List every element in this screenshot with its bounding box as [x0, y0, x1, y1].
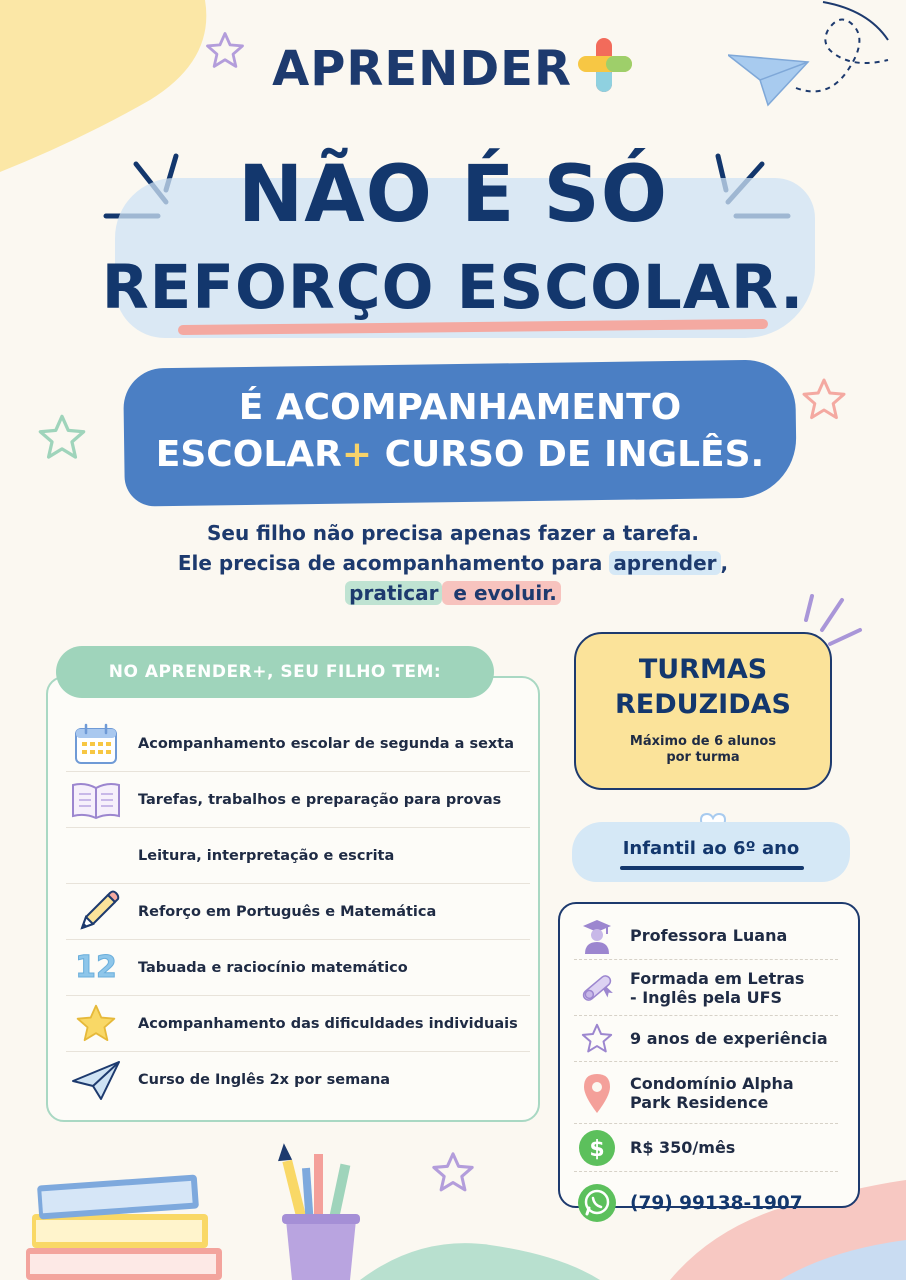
intro-line-1: Seu filho não precisa apenas fazer a tarefa.	[207, 521, 699, 545]
banner-plus-icon: +	[341, 434, 373, 475]
banner-line-2-a: ESCOLAR	[155, 434, 342, 475]
star-icon	[36, 412, 88, 464]
banner-line-2	[124, 431, 796, 478]
feature-label: Acompanhamento das dificuldades individuais	[138, 1015, 518, 1032]
level-underline	[620, 866, 804, 870]
dollar-icon	[574, 1129, 620, 1167]
degree-line-1: Formada em Letras	[630, 968, 805, 988]
open-book-icon	[66, 776, 126, 824]
star-icon	[800, 376, 848, 424]
intro-line-2-a: Ele precisa de acompanhamento para	[177, 551, 610, 575]
numbers-glyph: 12	[75, 950, 117, 985]
star-icon	[66, 1000, 126, 1048]
feature-icon-placeholder	[66, 832, 126, 880]
bottom-green-blob	[360, 1235, 600, 1280]
price: R$ 350/mês	[630, 1138, 736, 1157]
feature-label: Tarefas, trabalhos e preparação para provas	[138, 791, 502, 808]
paper-plane-icon	[66, 1056, 126, 1104]
books-stack-illustration	[20, 1162, 230, 1280]
feature-item	[66, 1052, 530, 1108]
feature-item	[66, 828, 530, 884]
feature-item	[66, 940, 530, 996]
teacher-experience: 9 anos de experiência	[630, 1029, 828, 1048]
pencil-cup-illustration	[276, 1140, 366, 1280]
location-line-1: Condomínio Alpha	[630, 1073, 794, 1093]
pencil-icon	[66, 888, 126, 936]
degree-line-2: - Inglês pela UFS	[630, 987, 783, 1007]
intro-highlight-evoluir: e evoluir.	[442, 581, 560, 605]
feature-item	[66, 772, 530, 828]
star-icon	[574, 1022, 620, 1056]
info-degree-row	[574, 960, 838, 1016]
feature-label: Reforço em Português e Matemática	[138, 903, 437, 920]
banner-line-2-b: CURSO DE INGLÊS.	[372, 434, 765, 475]
diploma-icon	[574, 970, 620, 1006]
features-title: NO APRENDER+, SEU FILHO TEM:	[56, 646, 494, 698]
feature-label: Curso de Inglês 2x por semana	[138, 1072, 391, 1088]
turmas-subtitle	[576, 734, 830, 766]
info-location-row	[574, 1062, 838, 1124]
turmas-sub-line-2: por turma	[666, 750, 740, 765]
feature-item	[66, 884, 530, 940]
teacher-degree	[630, 969, 804, 1007]
banner-line-1: É ACOMPANHAMENTO	[238, 387, 682, 428]
intro-line-2	[0, 548, 906, 578]
phone-number[interactable]: (79) 99138-1907	[630, 1192, 803, 1214]
level-label: Infantil ao 6º ano	[622, 838, 800, 859]
feature-item	[66, 716, 530, 772]
info-experience-row	[574, 1016, 838, 1062]
intro-text	[0, 518, 906, 608]
location-line-2: Park Residence	[630, 1092, 769, 1112]
intro-highlight-aprender: aprender	[609, 551, 720, 575]
numbers-icon	[66, 944, 126, 992]
teacher-name: Professora Luana	[630, 926, 788, 945]
info-phone-row	[574, 1176, 838, 1230]
calendar-icon	[66, 720, 126, 768]
turmas-title-line-1: TURMAS	[638, 654, 768, 685]
turmas-card	[574, 632, 832, 790]
brand-wordmark: APRENDER	[272, 41, 572, 97]
info-price-row	[574, 1124, 838, 1172]
feature-label: Leitura, interpretação e escrita	[138, 847, 395, 864]
turmas-sub-line-1: Máximo de 6 alunos	[629, 734, 777, 749]
turmas-title	[576, 652, 830, 722]
headline-line-1: NÃO É SÓ	[237, 150, 669, 240]
banner-text	[124, 384, 796, 478]
feature-label: Tabuada e raciocínio matemático	[138, 959, 408, 976]
feature-label: Acompanhamento escolar de segunda a sexta	[138, 735, 514, 752]
star-icon	[430, 1150, 476, 1196]
brand-logo	[0, 38, 906, 98]
turmas-title-line-2: REDUZIDAS	[615, 689, 791, 720]
feature-item	[66, 996, 530, 1052]
plus-logo-icon	[576, 36, 634, 94]
intro-highlight-praticar: praticar	[345, 581, 442, 605]
intro-line-2-c: ,	[720, 551, 729, 575]
svg-text:$: $	[589, 1136, 605, 1162]
whatsapp-icon	[574, 1183, 620, 1223]
location-pin-icon	[574, 1072, 620, 1114]
intro-line-3	[0, 578, 906, 608]
location	[630, 1074, 794, 1112]
headline-line-2: REFORÇO ESCOLAR.	[101, 252, 805, 323]
graduate-icon	[574, 918, 620, 954]
info-teacher-row	[574, 912, 838, 960]
